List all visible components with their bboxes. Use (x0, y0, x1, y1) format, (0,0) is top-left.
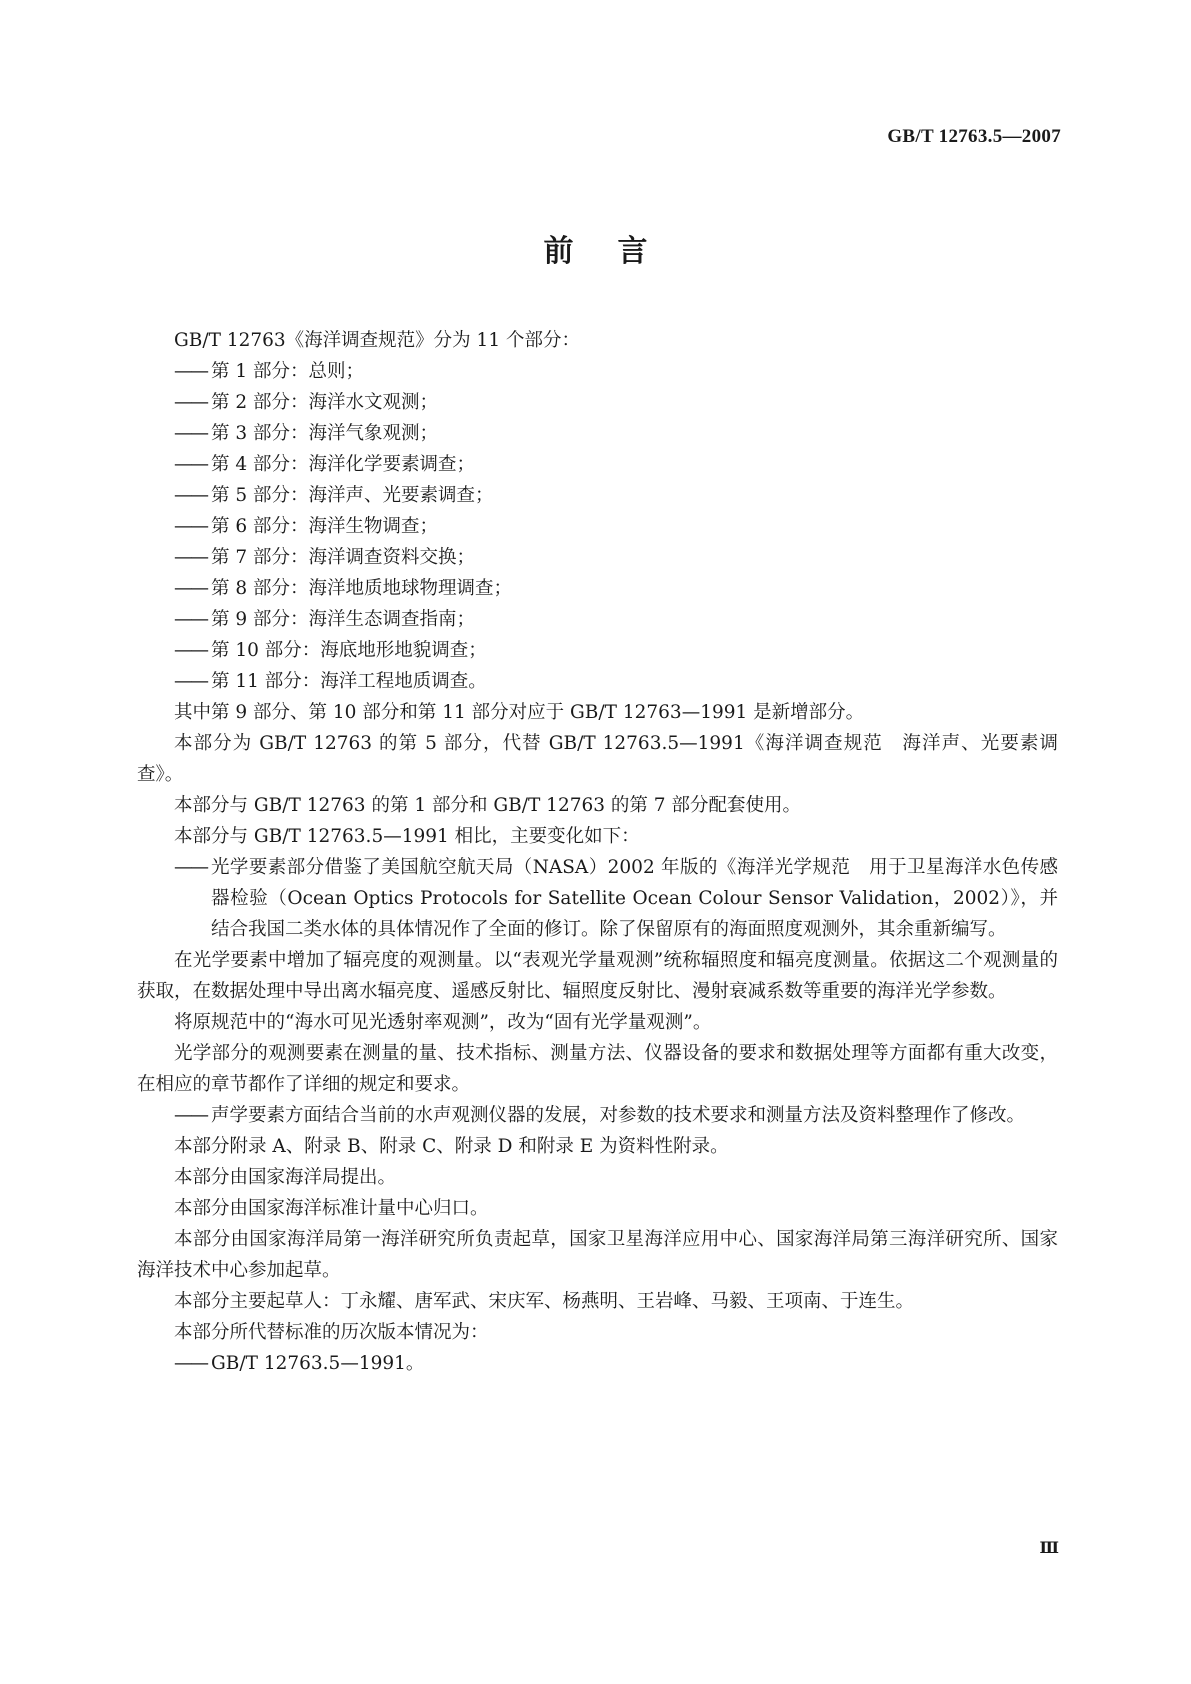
dash-marker: —— (174, 671, 207, 692)
changes-intro-paragraph: 本部分与 GB/T 12763.5—1991 相比，主要变化如下： (174, 826, 640, 847)
list-item-text: 第 4 部分：海洋化学要素调查； (211, 454, 476, 475)
list-item-text: 第 3 部分：海洋气象观测； (211, 423, 439, 444)
history-intro-paragraph: 本部分所代替标准的历次版本情况为： (174, 1322, 489, 1343)
list-item (137, 418, 1058, 449)
intro-paragraph: GB/T 12763《海洋调查规范》分为 11 个部分： (174, 330, 580, 351)
radiance-paragraph: 在光学要素中增加了辐亮度的观测量。以“表观光学量观测”统称辐照度和辐亮度测量。依据这二个观测量的获取，在数据处理中导出离水辐亮度、遥感反射比、辐照度反射比、漫射衰减系数等重要的海洋光学参数。 (137, 950, 1058, 1002)
usage-paragraph: 本部分与 GB/T 12763 的第 1 部分和 GB/T 12763 的第 7 部分配套使用。 (174, 795, 801, 816)
list-item (137, 387, 1058, 418)
rename-paragraph: 将原规范中的“海水可见光透射率观测”，改为“固有光学量观测”。 (174, 1012, 712, 1033)
list-item-text: 第 10 部分：海底地形地貌调查； (211, 640, 487, 661)
list-item-text: 第 8 部分：海洋地质地球物理调查； (211, 578, 513, 599)
list-item (137, 511, 1058, 542)
dash-marker: —— (174, 392, 207, 413)
standard-number: GB/T 12763.5—2007 (887, 126, 1061, 147)
list-item-text: 第 2 部分：海洋水文观测； (211, 392, 439, 413)
dash-marker: —— (174, 547, 207, 568)
list-item (137, 542, 1058, 573)
dash-marker: —— (174, 516, 207, 537)
dash-marker: —— (174, 1353, 207, 1374)
centralized-by-paragraph: 本部分由国家海洋标准计量中心归口。 (174, 1198, 489, 1219)
change-acoustics-item (137, 1100, 1058, 1131)
list-item-text: 第 1 部分：总则； (211, 361, 365, 382)
proposed-by-paragraph: 本部分由国家海洋局提出。 (174, 1167, 397, 1188)
list-item (137, 604, 1058, 635)
list-item-text: 第 6 部分：海洋生物调查； (211, 516, 439, 537)
list-item-text: 第 7 部分：海洋调查资料交换； (211, 547, 476, 568)
history-item-text: GB/T 12763.5—1991。 (211, 1353, 425, 1374)
list-item-text: 第 11 部分：海洋工程地质调查。 (211, 671, 487, 692)
dash-marker: —— (174, 1105, 207, 1126)
optics-major-paragraph: 光学部分的观测要素在测量的量、技术指标、测量方法、仪器设备的要求和数据处理等方面都有重大改变，在相应的章节都作了详细的规定和要求。 (137, 1043, 1058, 1095)
dash-marker: —— (174, 485, 207, 506)
page-title: 前言 (543, 234, 692, 269)
change-optics-item (137, 852, 1058, 945)
drafted-by-paragraph: 本部分由国家海洋局第一海洋研究所负责起草，国家卫星海洋应用中心、国家海洋局第三海洋研究所、国家海洋技术中心参加起草。 (137, 1229, 1058, 1281)
list-item (137, 635, 1058, 666)
list-item-text: 第 9 部分：海洋生态调查指南； (211, 609, 476, 630)
list-item (137, 480, 1058, 511)
list-item (137, 666, 1058, 697)
list-item (137, 356, 1058, 387)
list-item-text: 第 5 部分：海洋声、光要素调查； (211, 485, 494, 506)
appendix-paragraph: 本部分附录 A、附录 B、附录 C、附录 D 和附录 E 为资料性附录。 (174, 1136, 729, 1157)
change-optics-text: 光学要素部分借鉴了美国航空航天局（NASA）2002 年版的《海洋光学规范 用于卫星海洋水色传感器检验（Ocean Optics Protocols for Satellite Ocean Colour Sensor Validation，2002）》，并结合我国二类水体的具体情况作了全面的修订。除了保留原有的海面照度观测外，其余重新编写。 (211, 857, 1058, 940)
dash-marker: —— (174, 640, 207, 661)
new-parts-paragraph: 其中第 9 部分、第 10 部分和第 11 部分对应于 GB/T 12763—1991 是新增部分。 (174, 702, 865, 723)
dash-marker: —— (174, 361, 207, 382)
replaces-paragraph: 本部分为 GB/T 12763 的第 5 部分，代替 GB/T 12763.5—1991《海洋调查规范 海洋声、光要素调查》。 (137, 733, 1058, 785)
dash-marker: —— (174, 454, 207, 475)
foreword-body (137, 325, 1058, 1379)
change-acoustics-text: 声学要素方面结合当前的水声观测仪器的发展，对参数的技术要求和测量方法及资料整理作了修改。 (211, 1105, 1026, 1126)
dash-marker: —— (174, 609, 207, 630)
dash-marker: —— (174, 578, 207, 599)
history-item (137, 1348, 1058, 1379)
parts-list (137, 356, 1058, 697)
page-number: Ⅲ (1039, 1540, 1059, 1557)
list-item (137, 573, 1058, 604)
dash-marker: —— (174, 857, 207, 878)
dash-marker: —— (174, 423, 207, 444)
drafters-paragraph: 本部分主要起草人：丁永耀、唐军武、宋庆军、杨燕明、王岩峰、马毅、王项南、于连生。 (174, 1291, 915, 1312)
list-item (137, 449, 1058, 480)
